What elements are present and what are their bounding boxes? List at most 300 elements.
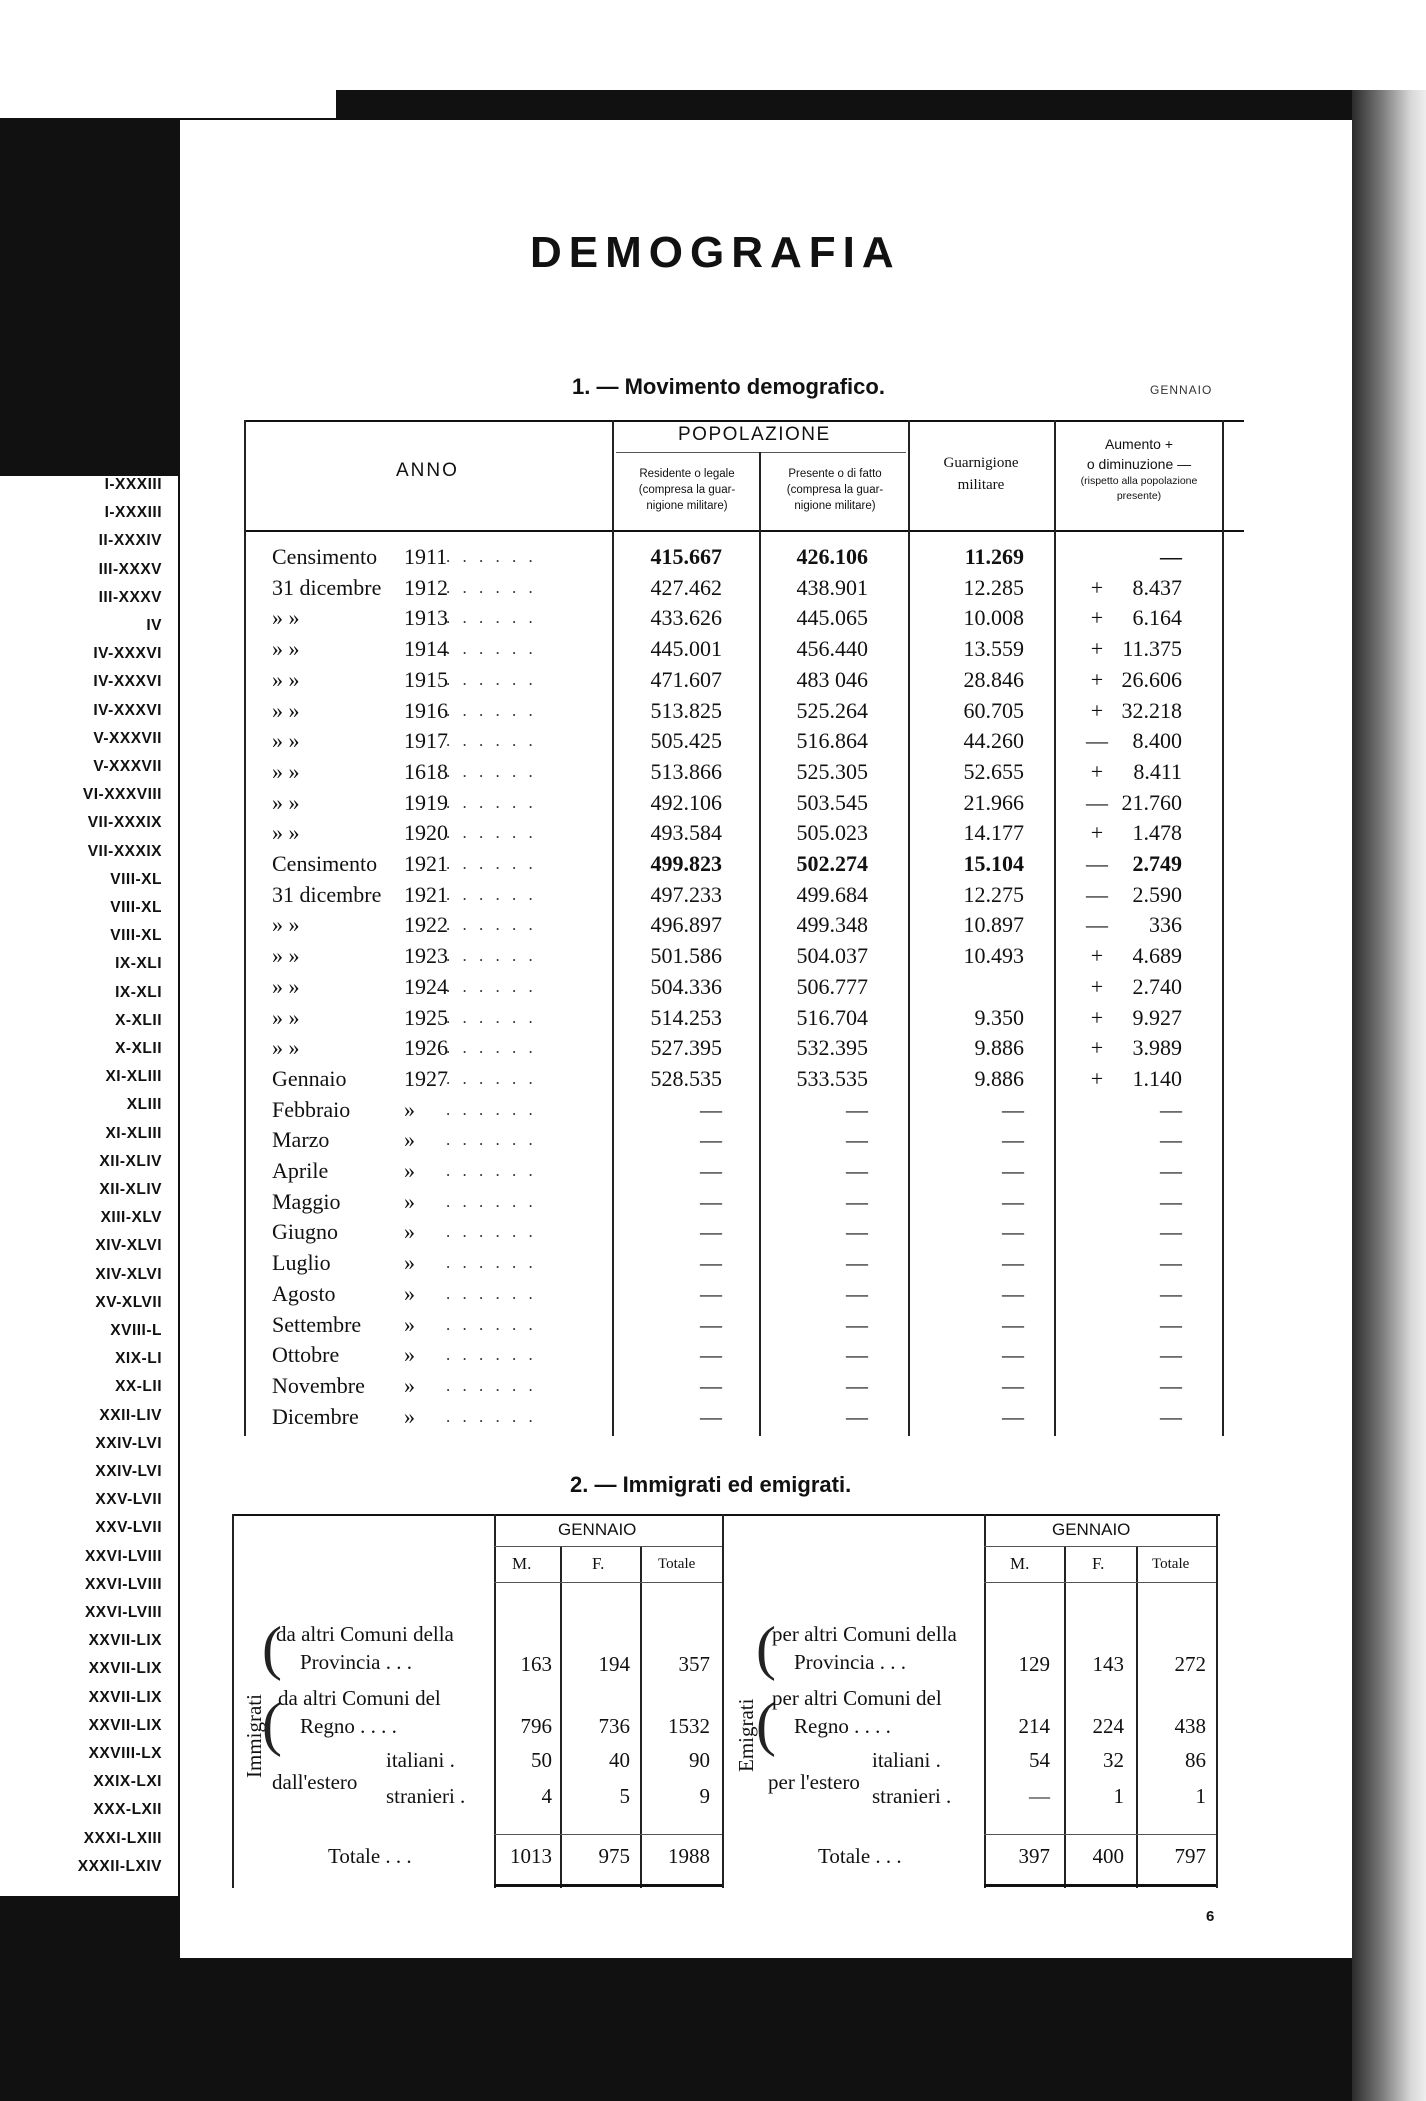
table-row	[0, 726, 1426, 756]
cell-aumento: 26.606	[1121, 666, 1182, 692]
cell-residente: 501.586	[650, 943, 722, 969]
margin-numeral: IV-XXXVI	[93, 701, 162, 719]
immigrati-cell-m: 796	[520, 1714, 552, 1738]
row-year: 1915	[404, 666, 448, 692]
emi-col-sep-2	[1136, 1546, 1138, 1888]
margin-numeral: IX-XLI	[115, 955, 162, 973]
leader-dots: . . . . . .	[446, 700, 537, 720]
margin-numeral: XXXI-LXIII	[83, 1829, 162, 1847]
cell-residente: 492.106	[650, 789, 722, 815]
emi-month: GENNAIO	[1052, 1520, 1131, 1539]
cell-residente: 445.001	[650, 636, 722, 662]
emi-brace-1: (	[756, 1615, 776, 1681]
margin-numeral: IV-XXXVI	[93, 673, 162, 691]
cell-guarnigione: —	[1002, 1250, 1024, 1276]
cell-sign: +	[1090, 1004, 1104, 1030]
cell-sign: +	[1090, 1035, 1104, 1061]
row-label: Febbraio	[272, 1096, 351, 1122]
cell-aumento: 6.164	[1132, 605, 1182, 631]
row-label: » »	[272, 789, 300, 815]
table-row	[0, 1003, 1426, 1033]
table-row	[0, 634, 1426, 664]
row-label: Agosto	[272, 1280, 336, 1306]
margin-numeral: XXII-LIV	[99, 1406, 162, 1424]
leader-dots: . . . . . .	[446, 1007, 537, 1027]
cell-residente: 415.667	[650, 544, 722, 569]
margin-numeral: X-XLII	[115, 1011, 162, 1029]
header-presente-l2: (compresa la guar-	[786, 484, 884, 496]
cell-residente: —	[700, 1250, 722, 1276]
immigrati-cell-t: 9	[699, 1784, 710, 1808]
leader-dots: . . . . . .	[446, 1038, 537, 1058]
page-number: 6	[1206, 1908, 1215, 1925]
margin-numeral: I-XXXIII	[104, 476, 162, 493]
emigrati-cell-f: 1	[1113, 1784, 1124, 1808]
cell-guarnigione: —	[1002, 1403, 1024, 1429]
header-residente-l3: nigione militare)	[646, 500, 728, 512]
header-aumento	[1058, 434, 1220, 504]
row-year: »	[404, 1342, 415, 1368]
leader-dots: . . . . . .	[446, 1068, 537, 1088]
header-presente-l1: Presente o di fatto	[788, 468, 882, 480]
leader-dots: . . . . . .	[446, 915, 537, 935]
row-year: »	[404, 1188, 415, 1214]
cell-residente: 493.584	[650, 820, 722, 846]
emigrati-total-t: 797	[1174, 1844, 1206, 1868]
header-guarnigione-l2: militare	[957, 477, 1005, 493]
emigrati-cell-m: 54	[1029, 1748, 1050, 1772]
table-row	[0, 1187, 1426, 1217]
cell-residente: —	[700, 1096, 722, 1122]
imm-top-rule	[232, 1514, 722, 1516]
margin-numeral: XIV-XLVI	[95, 1237, 162, 1255]
row-label: Gennaio	[272, 1065, 347, 1091]
cell-presente: 499.684	[796, 881, 868, 907]
row-year: 1926	[404, 1035, 448, 1061]
margin-numeral: XXVIII-LX	[88, 1745, 162, 1762]
row-label: Settembre	[272, 1311, 362, 1337]
leader-dots: . . . . . .	[446, 731, 537, 751]
cell-aumento: —	[1160, 1188, 1182, 1214]
margin-numeral: V-XXXVII	[93, 729, 162, 747]
immigrati-cell-t: 1532	[668, 1714, 710, 1738]
table-row	[0, 1402, 1426, 1432]
row-year: 1920	[404, 820, 448, 846]
leader-dots: . . . . . .	[446, 1283, 537, 1303]
scan-edge-bottom	[60, 1958, 1426, 2101]
margin-numeral: VIII-XL	[110, 899, 162, 916]
header-residente-l1: Residente o legale	[639, 468, 735, 480]
table-row	[0, 1279, 1426, 1309]
immigrati-total-t: 1988	[668, 1844, 710, 1868]
margin-numeral: VI-XXXVIII	[82, 786, 162, 804]
cell-sign: +	[1090, 820, 1104, 846]
cell-guarnigione: —	[1002, 1127, 1024, 1153]
table-row	[0, 1125, 1426, 1155]
imm-brace-1: (	[262, 1615, 282, 1681]
section2-heading: 2. — Immigrati ed emigrati.	[570, 1472, 852, 1497]
immigrati-cell-f: 194	[598, 1652, 630, 1676]
cell-presente: 505.023	[796, 820, 868, 846]
table-row	[0, 941, 1426, 971]
cell-aumento: —	[1160, 1280, 1182, 1306]
table1-header-rule	[244, 530, 1244, 532]
leader-dots: . . . . . .	[446, 608, 537, 628]
row-year: 1923	[404, 943, 448, 969]
leader-dots: . . . . . .	[446, 884, 537, 904]
emigrati-cell-t: 272	[1174, 1652, 1206, 1676]
cell-sign: —	[1086, 728, 1108, 754]
cell-residente: 427.462	[650, 574, 722, 600]
table-row	[0, 603, 1426, 633]
margin-numeral: X-XLII	[115, 1040, 162, 1057]
row-label: » »	[272, 605, 300, 631]
imm-month: GENNAIO	[558, 1520, 637, 1539]
cell-guarnigione: 44.260	[963, 728, 1024, 754]
cell-guarnigione: —	[1002, 1219, 1024, 1245]
cell-guarnigione: 13.559	[963, 636, 1024, 662]
cell-guarnigione: 12.285	[963, 574, 1024, 600]
cell-presente: —	[846, 1250, 868, 1276]
table-row	[0, 1217, 1426, 1247]
emi-row2-l2: Regno . . . .	[794, 1714, 891, 1738]
immigrati-cell-t: 357	[678, 1652, 710, 1676]
margin-numeral: XII-XLIV	[99, 1181, 162, 1198]
row-label: Censimento	[272, 851, 378, 876]
leader-dots: . . . . . .	[446, 1375, 537, 1395]
imm-row4-l1: stranieri .	[386, 1784, 466, 1808]
cell-residente: 513.866	[650, 758, 722, 784]
cell-aumento: —	[1160, 1219, 1182, 1245]
cell-presente: 426.106	[796, 544, 868, 569]
row-label: » »	[272, 1035, 300, 1061]
emigrati-cell-f: 143	[1092, 1652, 1124, 1676]
row-label: 31 dicembre	[272, 574, 382, 600]
cell-residente: —	[700, 1188, 722, 1214]
emigrati-cell-f: 224	[1092, 1714, 1124, 1738]
cell-sign: —	[1086, 881, 1108, 907]
cell-aumento: —	[1160, 1158, 1182, 1183]
margin-numeral: II-XXXIV	[98, 532, 162, 550]
cell-guarnigione: —	[1002, 1372, 1024, 1398]
cell-residente: —	[700, 1403, 722, 1429]
row-year: 1916	[404, 697, 448, 723]
cell-guarnigione: 9.886	[974, 1065, 1024, 1091]
imm-row1-l2: Provincia . . .	[300, 1650, 412, 1674]
header-presente-l3: nigione militare)	[794, 500, 876, 512]
header-aumento-l3: (rispetto alla popolazione	[1080, 475, 1198, 487]
cell-sign: +	[1090, 1065, 1104, 1091]
cell-presente: 503.545	[796, 789, 868, 815]
imm-total-rule	[494, 1834, 722, 1835]
header-presente	[766, 466, 904, 514]
cell-sign: +	[1090, 574, 1104, 600]
row-label: » »	[272, 912, 300, 938]
header-guarnigione-l1: Guarnigione	[943, 455, 1019, 471]
margin-numeral: XXVI-LVIII	[84, 1604, 162, 1621]
cell-aumento: 32.218	[1121, 697, 1182, 723]
imm-col-f: F.	[592, 1554, 605, 1573]
header-popolazione: POPOLAZIONE	[678, 424, 831, 445]
row-label: Censimento	[272, 544, 378, 569]
pop-underline	[616, 452, 906, 453]
cell-guarnigione: 60.705	[963, 697, 1024, 723]
cell-presente: 483 046	[796, 666, 868, 692]
row-year: 1925	[404, 1004, 448, 1030]
row-year: »	[404, 1158, 415, 1183]
emigrati-total-f: 400	[1092, 1844, 1124, 1868]
table-row	[0, 1064, 1426, 1094]
cell-presente: 532.395	[796, 1035, 868, 1061]
emigrati-cell-m: 129	[1018, 1652, 1050, 1676]
cell-aumento: 8.411	[1133, 758, 1182, 784]
imm-right-border	[722, 1514, 724, 1888]
emi-col-sep-0	[984, 1514, 986, 1888]
cell-residente: 496.897	[650, 912, 722, 938]
cell-guarnigione: 52.655	[963, 758, 1024, 784]
table-row	[0, 1095, 1426, 1125]
margin-numeral: XIII-XLV	[100, 1209, 162, 1227]
cell-sign: +	[1090, 636, 1104, 662]
cell-guarnigione: —	[1002, 1280, 1024, 1306]
immigrati-cell-f: 40	[609, 1748, 630, 1772]
header-anno: ANNO	[396, 460, 459, 481]
cell-guarnigione: —	[1002, 1158, 1024, 1183]
imm-left-border	[232, 1514, 234, 1888]
immigrati-cell-f: 736	[598, 1714, 630, 1738]
table-row	[0, 910, 1426, 940]
leader-dots: . . . . . .	[446, 761, 537, 781]
margin-numeral: III-XXXV	[98, 588, 162, 606]
table-row	[0, 757, 1426, 787]
row-year: 1919	[404, 789, 448, 815]
cell-residente: 497.233	[650, 881, 722, 907]
cell-guarnigione: 21.966	[963, 789, 1024, 815]
cell-presente: 516.704	[796, 1004, 868, 1030]
margin-numeral: XVIII-L	[110, 1322, 162, 1339]
immigrati-cell-m: 4	[541, 1784, 552, 1808]
emigrati-cell-t: 1	[1195, 1784, 1206, 1808]
row-label: Dicembre	[272, 1403, 359, 1429]
table-row	[0, 788, 1426, 818]
cell-guarnigione: —	[1002, 1096, 1024, 1122]
margin-numeral: XV-XLVII	[95, 1293, 162, 1311]
row-year: 1912	[404, 574, 448, 600]
emi-total-rule	[984, 1834, 1216, 1835]
table1-top-rule	[244, 420, 1244, 422]
emi-right-border	[1216, 1514, 1218, 1888]
cell-aumento: —	[1160, 1096, 1182, 1122]
margin-numeral: V-XXXVII	[93, 758, 162, 775]
table-row	[0, 665, 1426, 695]
cell-guarnigione: 15.104	[963, 851, 1024, 876]
cell-guarnigione: —	[1002, 1188, 1024, 1214]
cell-presente: 504.037	[796, 943, 868, 969]
margin-numeral: XXVII-LIX	[88, 1716, 162, 1734]
row-year: 1914	[404, 636, 448, 662]
cell-aumento: —	[1160, 1250, 1182, 1276]
imm-col-sep-2	[640, 1546, 642, 1888]
emigrati-cell-m: —	[1029, 1784, 1050, 1808]
row-year: »	[404, 1311, 415, 1337]
emi-row1-l2: Provincia . . .	[794, 1650, 906, 1674]
margin-numeral: VIII-XL	[110, 870, 162, 888]
margin-numeral: XXVII-LIX	[88, 1660, 162, 1678]
cell-residente: 433.626	[650, 605, 722, 631]
emigrati-cell-m: 214	[1018, 1714, 1050, 1738]
cell-guarnigione: —	[1002, 1311, 1024, 1337]
cell-presente: —	[846, 1096, 868, 1122]
cell-sign: +	[1090, 973, 1104, 999]
leader-dots: . . . . . .	[446, 669, 537, 689]
row-label: Giugno	[272, 1219, 338, 1245]
imm-col-sep-0	[494, 1514, 496, 1888]
emi-row4-l1: stranieri .	[872, 1784, 952, 1808]
table-row	[0, 1310, 1426, 1340]
cell-presente: 525.305	[796, 758, 868, 784]
row-label: » »	[272, 820, 300, 846]
emigrati-cell-t: 438	[1174, 1714, 1206, 1738]
leader-dots: . . . . . .	[446, 1130, 537, 1150]
section1-heading: 1. — Movimento demografico.	[572, 374, 885, 399]
margin-numeral: XXIV-LVI	[95, 1434, 162, 1452]
table-row	[0, 573, 1426, 603]
cell-residente: —	[700, 1158, 722, 1183]
row-year: 1913	[404, 605, 448, 631]
table-row	[0, 542, 1426, 572]
imm-month-rule	[494, 1546, 722, 1547]
table-row	[0, 1371, 1426, 1401]
table-row	[0, 972, 1426, 1002]
emi-bottom-rule	[984, 1884, 1216, 1887]
row-year: »	[404, 1250, 415, 1276]
cell-residente: —	[700, 1342, 722, 1368]
imm-brace-2: (	[262, 1691, 282, 1757]
cell-residente: —	[700, 1219, 722, 1245]
cell-sign: +	[1090, 666, 1104, 692]
cell-aumento: 21.760	[1121, 789, 1182, 815]
cell-aumento: 9.927	[1132, 1004, 1182, 1030]
margin-numeral: XXVII-LIX	[88, 1688, 162, 1706]
cell-presente: 502.274	[796, 851, 868, 876]
row-label: Luglio	[272, 1250, 331, 1276]
row-label: Novembre	[272, 1372, 365, 1398]
table-row	[0, 849, 1426, 879]
leader-dots: . . . . . .	[446, 1161, 537, 1180]
immigrati-cell-m: 50	[531, 1748, 552, 1772]
cell-residente: 505.425	[650, 728, 722, 754]
row-year: 1927	[404, 1065, 448, 1091]
imm-col-sep-1	[560, 1546, 562, 1888]
cell-aumento: 2.590	[1132, 881, 1182, 907]
cell-residente: 471.607	[650, 666, 722, 692]
row-label: » »	[272, 666, 300, 692]
emigrati-cell-f: 32	[1103, 1748, 1124, 1772]
cell-aumento: —	[1160, 544, 1182, 569]
margin-numeral: VII-XXXIX	[87, 842, 162, 860]
cell-residente: 528.535	[650, 1065, 722, 1091]
margin-numeral: VIII-XL	[110, 927, 162, 945]
immigrati-cell-t: 90	[689, 1748, 710, 1772]
leader-dots: . . . . . .	[446, 792, 537, 812]
imm-bottom-rule	[494, 1884, 722, 1887]
cell-guarnigione: 12.275	[963, 881, 1024, 907]
cell-guarnigione: 10.493	[963, 943, 1024, 969]
margin-numeral: XXIV-LVI	[95, 1463, 162, 1480]
margin-numeral: XIX-LI	[115, 1350, 162, 1368]
cell-presente: —	[846, 1311, 868, 1337]
cell-guarnigione: 10.897	[963, 912, 1024, 938]
row-year: »	[404, 1127, 415, 1153]
cell-sign: +	[1090, 943, 1104, 969]
cell-sign: —	[1086, 851, 1108, 876]
row-year: 1921	[404, 851, 448, 876]
cell-residente: 504.336	[650, 973, 722, 999]
row-label: » »	[272, 758, 300, 784]
cell-aumento: —	[1160, 1127, 1182, 1153]
emi-col-m: M.	[1010, 1554, 1030, 1573]
leader-dots: . . . . . .	[446, 577, 537, 597]
cell-sign: +	[1090, 697, 1104, 723]
cell-aumento: —	[1160, 1342, 1182, 1368]
header-residente	[620, 466, 754, 514]
row-label: Marzo	[272, 1127, 330, 1153]
margin-numeral: IV-XXXVI	[93, 645, 162, 663]
row-label: » »	[272, 728, 300, 754]
cell-residente: —	[700, 1127, 722, 1153]
row-year: »	[404, 1372, 415, 1398]
imm-col-m: M.	[512, 1554, 532, 1573]
table-row	[0, 880, 1426, 910]
margin-numeral: XXV-LVII	[95, 1519, 162, 1537]
immigrati-total-m: 1013	[510, 1844, 552, 1868]
cell-presente: 506.777	[796, 973, 868, 999]
cell-presente: 445.065	[796, 605, 868, 631]
cell-residente: —	[700, 1280, 722, 1306]
cell-presente: —	[846, 1280, 868, 1306]
emi-total-label: Totale . . .	[818, 1844, 902, 1868]
row-year: 1924	[404, 973, 448, 999]
margin-numeral: III-XXXV	[98, 560, 162, 578]
leader-dots: . . . . . .	[446, 547, 537, 566]
row-year: »	[404, 1219, 415, 1245]
cell-residente: 513.825	[650, 697, 722, 723]
cell-aumento: 8.400	[1132, 728, 1182, 754]
emi-row1-l1: per altri Comuni della	[772, 1622, 957, 1646]
row-year: »	[404, 1403, 415, 1429]
table-row	[0, 696, 1426, 726]
leader-dots: . . . . . .	[446, 1406, 537, 1426]
leader-dots: . . . . . .	[446, 823, 537, 843]
table-row	[0, 1340, 1426, 1370]
cell-presente: —	[846, 1158, 868, 1183]
cell-guarnigione: 9.886	[974, 1035, 1024, 1061]
margin-numeral: XX-LII	[115, 1378, 162, 1396]
margin-numeral: XI-XLIII	[105, 1068, 162, 1086]
margin-numeral: XXV-LVII	[95, 1491, 162, 1509]
margin-numeral: I-XXXIII	[104, 504, 162, 522]
row-year: 1922	[404, 912, 448, 938]
leader-dots: . . . . . .	[446, 1253, 537, 1273]
leader-dots: . . . . . .	[446, 1345, 537, 1365]
imm-colhead-rule	[494, 1582, 722, 1583]
cell-presente: 499.348	[796, 912, 868, 938]
margin-numeral: XXVII-LIX	[88, 1632, 162, 1650]
imm-row2-l2: Regno . . . .	[300, 1714, 397, 1738]
immigrati-cell-m: 163	[520, 1652, 552, 1676]
cell-sign: —	[1086, 912, 1108, 938]
margin-numeral: XIV-XLVI	[95, 1265, 162, 1283]
